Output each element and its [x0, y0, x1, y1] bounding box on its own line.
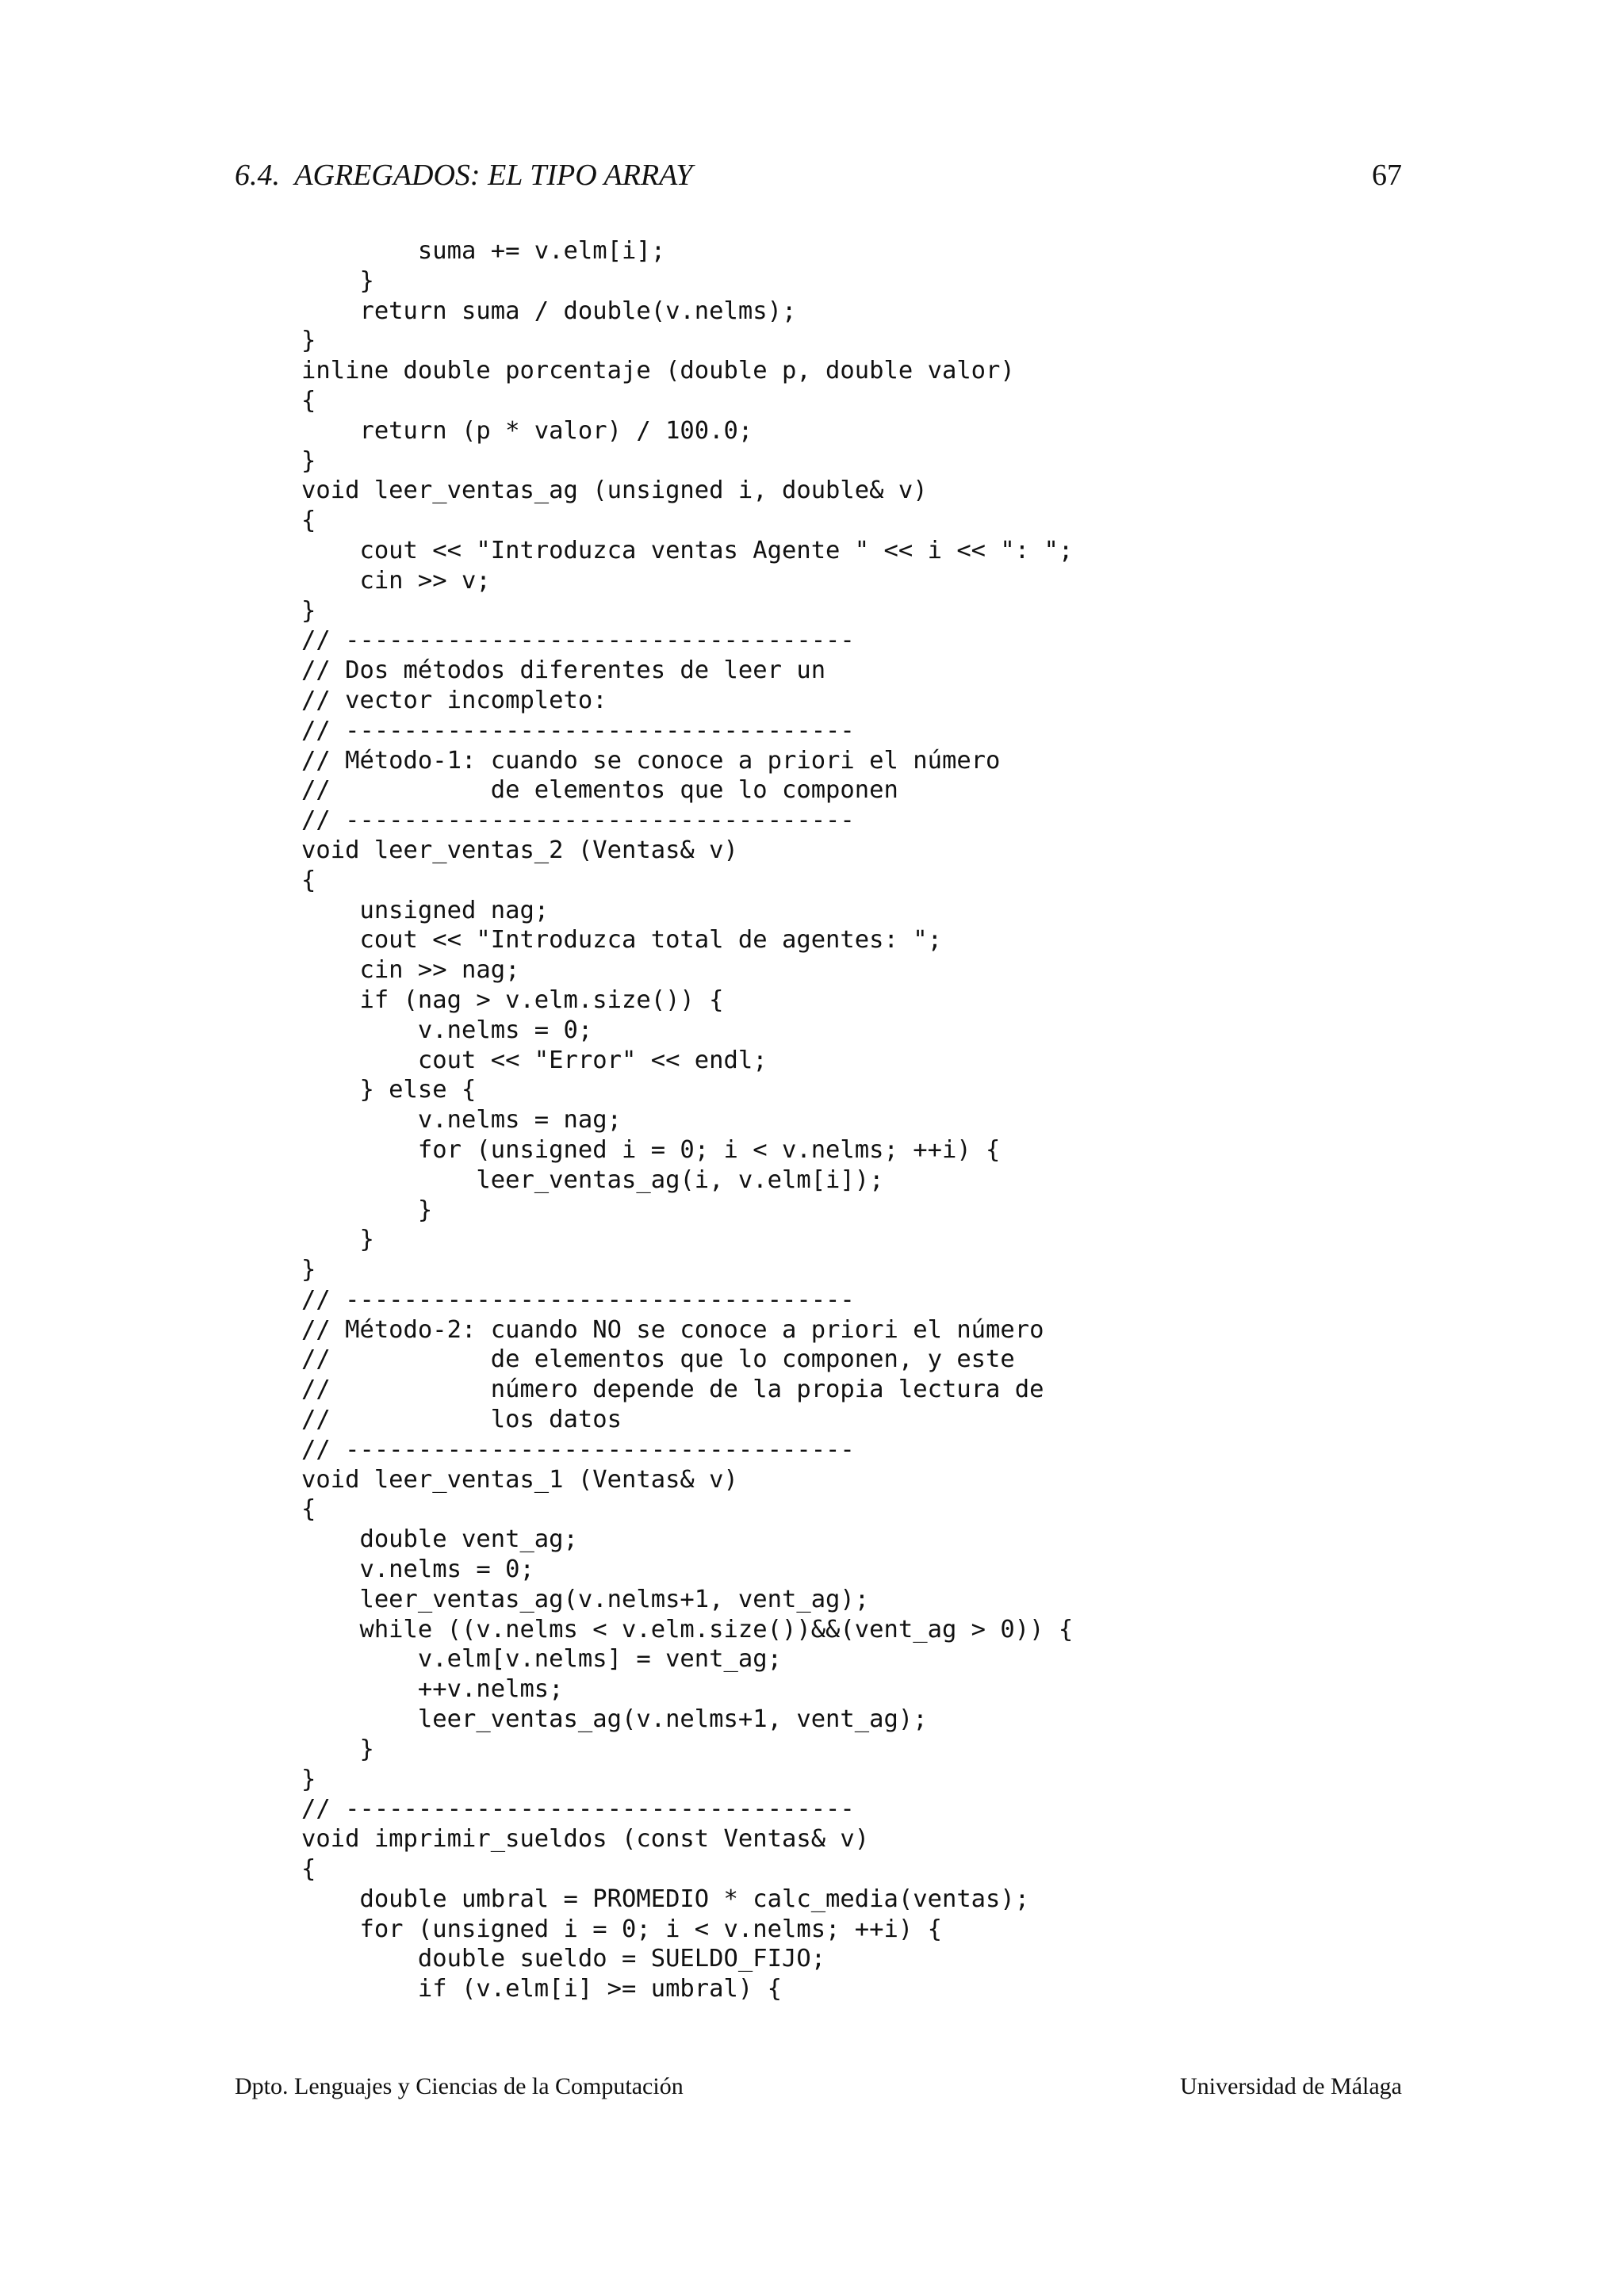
- page-number: 67: [1372, 159, 1402, 192]
- code-line: }: [301, 1196, 433, 1224]
- code-line: return (p * valor) / 100.0;: [301, 416, 753, 445]
- code-line: void leer_ventas_1 (Ventas& v): [301, 1465, 738, 1494]
- code-line: v.nelms = 0;: [301, 1016, 593, 1044]
- code-line: }: [301, 1226, 374, 1254]
- code-line: // -----------------------------------: [301, 716, 855, 744]
- code-line: }: [301, 1735, 374, 1763]
- code-line: inline double porcentaje (double p, double valor): [301, 357, 1015, 385]
- code-line: }: [301, 446, 316, 475]
- code-line: {: [301, 1495, 316, 1524]
- code-line: }: [301, 266, 374, 295]
- code-line: // de elementos que lo componen, y este: [301, 1345, 1015, 1374]
- code-line: // -----------------------------------: [301, 806, 855, 835]
- code-line: while ((v.nelms < v.elm.size())&&(vent_ag > 0)) {: [301, 1615, 1074, 1644]
- code-line: v.nelms = nag;: [301, 1106, 622, 1135]
- code-line: cout << "Introduzca total de agentes: ";: [301, 926, 942, 955]
- footer-department: Dpto. Lenguajes y Ciencias de la Computación: [235, 2073, 684, 2099]
- code-line: cin >> v;: [301, 566, 491, 595]
- code-line: // -----------------------------------: [301, 1435, 855, 1464]
- code-line: // los datos: [301, 1406, 622, 1434]
- code-line: v.nelms = 0;: [301, 1556, 534, 1584]
- code-line: double sueldo = SUELDO_FIJO;: [301, 1945, 826, 1973]
- code-line: return suma / double(v.nelms);: [301, 297, 797, 325]
- code-line: if (v.elm[i] >= umbral) {: [301, 1975, 782, 2003]
- code-line: if (nag > v.elm.size()) {: [301, 985, 724, 1014]
- code-line: unsigned nag;: [301, 896, 550, 924]
- code-line: double umbral = PROMEDIO * calc_media(ventas);: [301, 1885, 1030, 1913]
- code-line: // Método-1: cuando se conoce a priori el número: [301, 746, 1001, 775]
- code-line: // -----------------------------------: [301, 626, 855, 655]
- code-line: suma += v.elm[i];: [301, 237, 666, 265]
- code-line: }: [301, 1256, 316, 1284]
- code-line: // Método-2: cuando NO se conoce a priori el número: [301, 1315, 1044, 1344]
- code-line: {: [301, 507, 316, 535]
- code-line: void imprimir_sueldos (const Ventas& v): [301, 1825, 870, 1854]
- code-line: for (unsigned i = 0; i < v.nelms; ++i) {: [301, 1135, 1001, 1164]
- code-line: // -----------------------------------: [301, 1795, 855, 1823]
- code-line: }: [301, 596, 316, 625]
- code-line: cout << "Error" << endl;: [301, 1046, 768, 1074]
- code-line: for (unsigned i = 0; i < v.nelms; ++i) {: [301, 1915, 942, 1943]
- code-line: // vector incompleto:: [301, 686, 607, 714]
- code-line: double vent_ag;: [301, 1525, 578, 1554]
- code-line: }: [301, 327, 316, 355]
- running-header-title: 6.4. AGREGADOS: EL TIPO ARRAY: [235, 159, 693, 192]
- code-line: {: [301, 1855, 316, 1884]
- code-listing: [301, 236, 1073, 2004]
- footer-university: Universidad de Málaga: [1180, 2073, 1402, 2099]
- code-line: v.elm[v.nelms] = vent_ag;: [301, 1645, 782, 1674]
- code-line: // -----------------------------------: [301, 1285, 855, 1314]
- code-line: void leer_ventas_ag (unsigned i, double& v): [301, 476, 928, 505]
- code-line: {: [301, 386, 316, 415]
- code-line: cin >> nag;: [301, 956, 520, 985]
- code-line: cout << "Introduzca ventas Agente " << i << ": ";: [301, 536, 1074, 564]
- code-line: void leer_ventas_2 (Ventas& v): [301, 836, 738, 864]
- code-line: {: [301, 866, 316, 894]
- code-line: ++v.nelms;: [301, 1675, 564, 1704]
- code-line: } else {: [301, 1076, 477, 1104]
- code-line: }: [301, 1765, 316, 1793]
- code-line: // número depende de la propia lectura de: [301, 1376, 1044, 1404]
- code-line: // Dos métodos diferentes de leer un: [301, 656, 826, 685]
- code-line: leer_ventas_ag(v.nelms+1, vent_ag);: [301, 1705, 928, 1734]
- code-line: // de elementos que lo componen: [301, 776, 898, 805]
- code-line: leer_ventas_ag(v.nelms+1, vent_ag);: [301, 1585, 870, 1613]
- code-line: leer_ventas_ag(i, v.elm[i]);: [301, 1165, 884, 1194]
